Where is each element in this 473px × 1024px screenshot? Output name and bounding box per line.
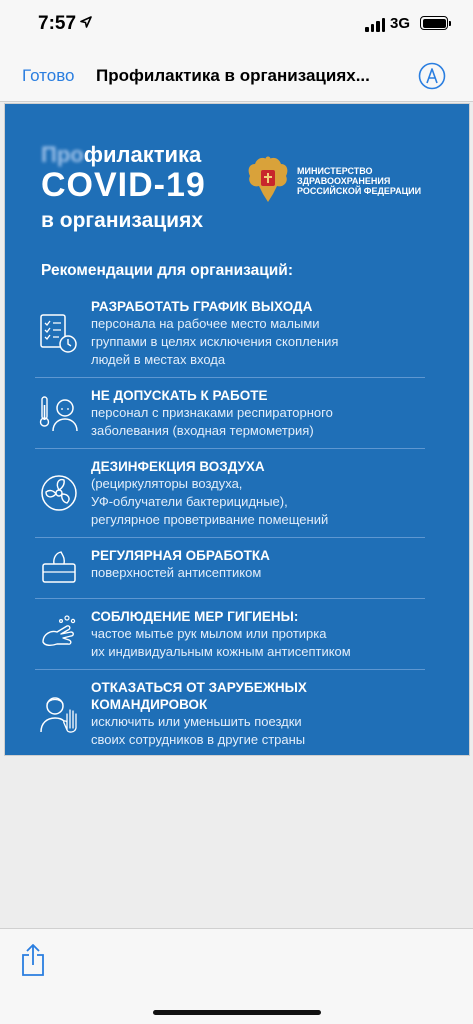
bottom-toolbar xyxy=(0,928,473,1024)
battery-icon xyxy=(420,16,448,30)
cellular-signal-icon xyxy=(365,18,385,32)
document-title: Профилактика в организациях... xyxy=(96,66,370,85)
status-time: 7:57 xyxy=(38,13,77,34)
recommendation-title: РЕГУЛЯРНАЯ ОБРАБОТКА xyxy=(91,548,270,563)
recommendations-heading: Рекомендации для организаций: xyxy=(41,262,293,279)
covid-poster xyxy=(4,103,470,756)
wipes-box-icon xyxy=(37,546,81,590)
thermometer-person-icon xyxy=(37,391,81,435)
recommendation-title: РАЗРАБОТАТЬ ГРАФИК ВЫХОДА xyxy=(91,299,313,314)
recommendation-item: НЕ ДОПУСКАТЬ К РАБОТЕ персонал с признаками респираторного заболевания (входная термометрия) xyxy=(35,378,425,449)
recommendation-list xyxy=(35,289,425,757)
home-indicator[interactable] xyxy=(153,1010,321,1015)
recommendation-title: НЕ ДОПУСКАТЬ К РАБОТЕ xyxy=(91,388,268,403)
location-arrow-icon xyxy=(80,16,92,28)
stop-hand-person-icon xyxy=(37,692,81,736)
poster-title-line3: в организациях xyxy=(41,209,204,232)
recommendation-item: РЕГУЛЯРНАЯ ОБРАБОТКА поверхностей антисептиком xyxy=(35,538,425,599)
recommendation-item: ДЕЗИНФЕКЦИЯ ВОЗДУХА (рециркуляторы воздуха, УФ-облучатели бактерицидные), регулярное проветривание помещений xyxy=(35,449,425,538)
navigation-bar xyxy=(0,52,473,102)
network-type: 3G xyxy=(390,15,411,32)
done-button[interactable]: Готово xyxy=(22,66,75,85)
share-icon[interactable] xyxy=(20,943,46,977)
recommendation-item: СОБЛЮДЕНИЕ МЕР ГИГИЕНЫ: частое мытье рук мылом или протирка их индивидуальным кожным антисептиком xyxy=(35,599,425,670)
recommendation-title: ДЕЗИНФЕКЦИЯ ВОЗДУХА xyxy=(91,459,265,474)
recommendation-item: РАЗРАБОТАТЬ ГРАФИК ВЫХОДА персонала на рабочее место малыми группами в целях исключения скопления людей в местах входа xyxy=(35,289,425,378)
recommendation-title: СОБЛЮДЕНИЕ МЕР ГИГИЕНЫ: xyxy=(91,609,299,624)
ministry-name: МИНИСТЕРСТВО ЗДРАВООХРАНЕНИЯ РОССИЙСКОЙ ФЕДЕРАЦИИ xyxy=(297,166,422,196)
recommendation-title: ОТКАЗАТЬСЯ ОТ ЗАРУБЕЖНЫХ КОМАНДИРОВОК xyxy=(91,680,307,712)
markup-pen-icon[interactable] xyxy=(418,62,446,90)
recommendation-item: ОТКАЗАТЬСЯ ОТ ЗАРУБЕЖНЫХ КОМАНДИРОВОК исключить или уменьшить поездки своих сотрудников в другие страны xyxy=(35,670,425,757)
ventilation-fan-icon xyxy=(37,471,81,515)
status-bar xyxy=(0,0,473,52)
checklist-clock-icon xyxy=(37,311,81,355)
poster-title-line1: Профилактика xyxy=(41,142,202,167)
hand-washing-icon xyxy=(37,612,81,656)
coat-of-arms-icon xyxy=(245,154,291,206)
poster-title-covid: COVID-19 xyxy=(41,166,206,204)
